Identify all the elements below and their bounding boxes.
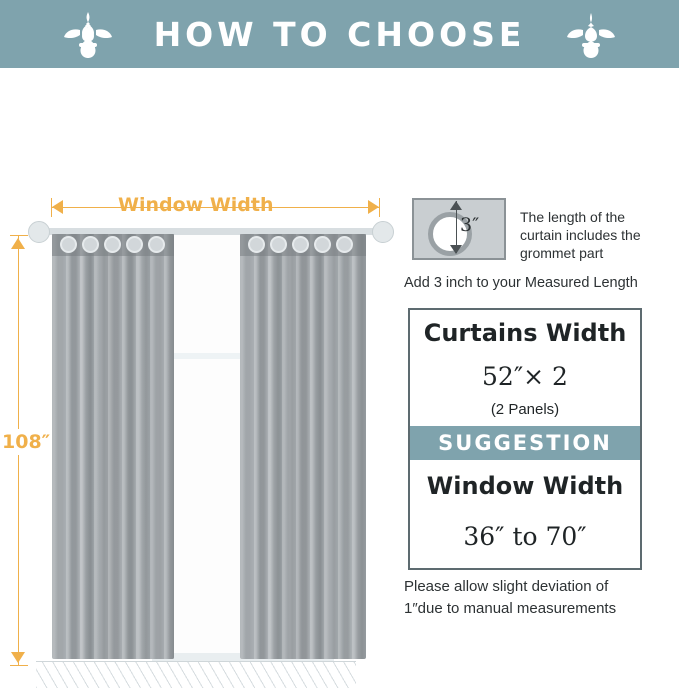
window-width-dimension-line: [52, 207, 380, 208]
card-window-width-range: 36″ to 70″: [463, 521, 587, 551]
grommet-note-text: The length of the curtain includes the grommet part: [520, 209, 641, 261]
arrow-left-icon: [52, 200, 63, 214]
grommet-icon: [336, 236, 353, 253]
suggestion-banner: SUGGESTION: [410, 426, 640, 460]
grommet-icon: [292, 236, 309, 253]
arrow-right-icon: [368, 200, 379, 214]
grommet-icon: [148, 236, 165, 253]
grommet-dimension-label: 3″: [460, 214, 480, 236]
window-width-tick-right: [379, 198, 380, 217]
fleur-de-lis-icon: [561, 10, 621, 58]
card-window-width-title: Window Width: [426, 472, 624, 500]
add-length-note: Add 3 inch to your Measured Length: [404, 275, 638, 291]
grommet-icon: [270, 236, 287, 253]
arrow-down-icon: [450, 245, 462, 254]
grommet-icon: [104, 236, 121, 253]
page-title: HOW TO CHOOSE: [153, 14, 526, 54]
height-tick-top: [10, 235, 28, 236]
curtain-folds: [240, 234, 366, 659]
card-curtain-size: 52″× 2: [482, 361, 568, 391]
curtain-rod-finial-right: [372, 221, 394, 243]
curtain-panel-right: [240, 234, 366, 659]
floor-hatching: [36, 662, 356, 688]
arrow-down-icon: [11, 652, 25, 663]
arrow-up-icon: [450, 201, 462, 210]
deviation-line-1: Please allow slight deviation of: [404, 578, 609, 595]
grommet-icon: [314, 236, 331, 253]
grommet-icon: [248, 236, 265, 253]
card-curtains-width-title: Curtains Width: [423, 319, 627, 347]
curtain-rod-finial-left: [28, 221, 50, 243]
curtain-height-label: 108″: [2, 431, 51, 453]
arrow-up-icon: [11, 238, 25, 249]
curtain-panel-left: [52, 234, 174, 659]
deviation-note: [404, 576, 672, 620]
height-tick-bottom: [10, 665, 28, 666]
deviation-line-2: 1″due to manual measurements: [404, 600, 617, 617]
illustration-canvas: [0, 68, 679, 636]
window-width-label: Window Width: [118, 194, 274, 216]
curtain-folds: [52, 234, 174, 659]
grommet-icon: [126, 236, 143, 253]
card-panel-count: (2 Panels): [490, 400, 560, 418]
fleur-de-lis-icon: [58, 10, 118, 58]
suggestion-card: [408, 308, 642, 570]
grommet-icon: [60, 236, 77, 253]
header-banner: [0, 0, 679, 68]
grommet-icon: [82, 236, 99, 253]
